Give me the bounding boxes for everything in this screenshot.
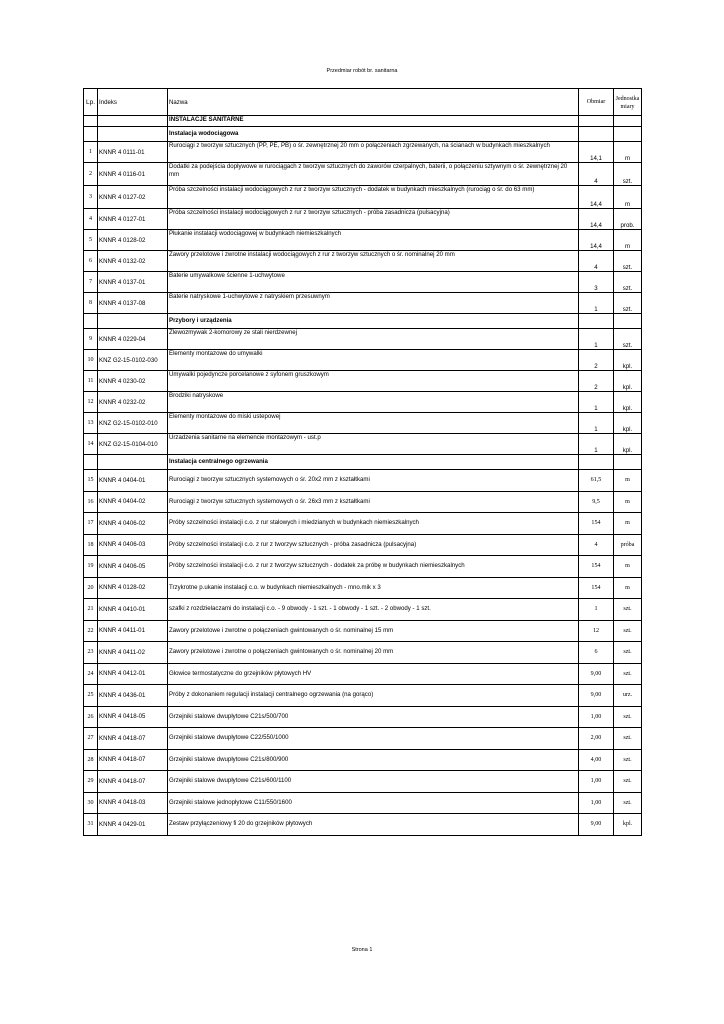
row-quantity: 61,5: [579, 470, 614, 492]
row-index: KNNR 4 0418-07: [98, 749, 168, 771]
row-lp: 31: [84, 814, 98, 836]
row-lp: 5: [84, 230, 98, 251]
row-name: Umywalki pojedyncze porcelanowe z syfonem gruszkowym: [168, 371, 579, 392]
row-index: KNNR 4 0137-01: [98, 272, 168, 293]
group-title: Przybory i urządzenia: [168, 314, 579, 329]
row-index: KNNR 4 0127-01: [98, 209, 168, 230]
table-row: [84, 272, 642, 293]
row-lp: 16: [84, 491, 98, 513]
row-quantity: 14,1: [579, 142, 614, 163]
table-row: [84, 556, 642, 578]
row-lp: 23: [84, 642, 98, 664]
row-name: Rurociągi z tworzyw sztucznych (PP, PE, PB) o śr. zewnętrznej 20 mm o połączeniach zgrzewanych, na ścianach w budynkach mieszkalnych: [168, 142, 579, 163]
table-row: [84, 792, 642, 814]
row-quantity: 9,00: [579, 814, 614, 836]
row-lp: 15: [84, 470, 98, 492]
row-unit: kpl.: [614, 392, 642, 413]
row-lp: 9: [84, 329, 98, 350]
row-name: Próba szczelności instalacji wodociągowych z rur z tworzyw sztucznych - dodatek w budynkach mieszkalnych (rurociąg o śr. do 63 mm): [168, 186, 579, 209]
row-quantity: 4: [579, 251, 614, 272]
row-quantity: 1,00: [579, 792, 614, 814]
row-lp: 30: [84, 792, 98, 814]
row-index: KNNR 4 0429-01: [98, 814, 168, 836]
row-quantity: 154: [579, 513, 614, 535]
row-index: KNNR 4 0412-01: [98, 663, 168, 685]
group-header-row: [84, 455, 642, 470]
row-lp: 14: [84, 434, 98, 455]
row-name: Zestaw przyłączeniowy fi 20 do grzejników płytowych: [168, 814, 579, 836]
row-quantity: 9,5: [579, 491, 614, 513]
row-lp: 17: [84, 513, 98, 535]
row-index: KNZ G2-15-0104-010: [98, 434, 168, 455]
row-unit: szt.: [614, 642, 642, 664]
row-name: Zawory przelotowe i zwrotne o połączeniach gwintowanych o śr. nominalnej 15 mm: [168, 620, 579, 642]
row-quantity: 1,00: [579, 706, 614, 728]
row-unit: m: [614, 556, 642, 578]
row-unit: szt.: [614, 293, 642, 314]
row-quantity: 1: [579, 329, 614, 350]
table-row: [84, 350, 642, 371]
row-lp: 12: [84, 392, 98, 413]
table-row: [84, 251, 642, 272]
table-row: [84, 599, 642, 621]
table-row: [84, 620, 642, 642]
row-lp: 27: [84, 728, 98, 750]
row-unit: szt.: [614, 663, 642, 685]
table-row: [84, 577, 642, 599]
row-name: Próba szczelności instalacji wodociągowych z rur z tworzyw sztucznych - próba zasadnicza (pulsacyjna): [168, 209, 579, 230]
header-lp: Lp.: [84, 89, 98, 116]
row-quantity: 1: [579, 599, 614, 621]
row-unit: próba: [614, 534, 642, 556]
row-name: Rurociągi z tworzyw sztucznych systemowych o śr. 26x3 mm z kształtkami: [168, 491, 579, 513]
row-unit: szt.: [614, 728, 642, 750]
group-title: Instalacja centralnego ogrzewania: [168, 455, 579, 470]
row-name: Rurociągi z tworzyw sztucznych systemowych o śr. 20x2 mm z kształtkami: [168, 470, 579, 492]
row-unit: szt.: [614, 272, 642, 293]
row-name: Zlewozmywak 2-komorowy ze stali nierdzewnej: [168, 329, 579, 350]
header-quantity: Obmiar: [579, 89, 614, 116]
row-index: KNNR 4 0232-02: [98, 392, 168, 413]
row-quantity: 4: [579, 163, 614, 186]
row-index: KNNR 4 0418-07: [98, 771, 168, 793]
row-index: KNNR 4 0406-05: [98, 556, 168, 578]
row-quantity: 1,00: [579, 771, 614, 793]
row-lp: 24: [84, 663, 98, 685]
row-name: Brodziki natryskowe: [168, 392, 579, 413]
table-row: [84, 434, 642, 455]
row-unit: kpl.: [614, 371, 642, 392]
table-row: [84, 534, 642, 556]
row-quantity: 2: [579, 350, 614, 371]
row-quantity: 1: [579, 392, 614, 413]
row-name: Elementy montazowe do miski ustepowej: [168, 413, 579, 434]
row-quantity: 154: [579, 577, 614, 599]
row-index: KNNR 4 0404-02: [98, 491, 168, 513]
page-number: Strona 1: [351, 947, 373, 953]
row-unit: kpl.: [614, 814, 642, 836]
row-index: KNNR 4 0137-08: [98, 293, 168, 314]
table-row: [84, 230, 642, 251]
row-lp: 22: [84, 620, 98, 642]
row-name: Próby szczelności instalacji c.o. z rur z tworzyw sztucznych - dodatek za próbę w budynkach niemieszkalnych: [168, 556, 579, 578]
row-index: KNNR 4 0128-02: [98, 230, 168, 251]
row-quantity: 14,4: [579, 186, 614, 209]
row-index: KNNR 4 0418-07: [98, 728, 168, 750]
table-row: [84, 392, 642, 413]
row-quantity: 4: [579, 534, 614, 556]
row-index: KNNR 4 0229-04: [98, 329, 168, 350]
row-name: Urzadzenia sanitarne na elemencie montazowym - ust.p: [168, 434, 579, 455]
row-lp: 8: [84, 293, 98, 314]
row-name: szafki z rozdzielaczami do instalacji c.o. - 9 obwody - 1 szt. - 1 obwody - 1 szt. - 2 obwody - 1 szt.: [168, 599, 579, 621]
row-lp: 29: [84, 771, 98, 793]
row-index: KNNR 4 0418-03: [98, 792, 168, 814]
row-unit: m: [614, 142, 642, 163]
table-row: [84, 163, 642, 186]
row-unit: szt.: [614, 163, 642, 186]
row-unit: m: [614, 491, 642, 513]
row-quantity: 1: [579, 434, 614, 455]
row-lp: 4: [84, 209, 98, 230]
row-lp: 20: [84, 577, 98, 599]
row-name: Próby szczelności instalacji c.o. z rur stalowych i miedzianych w budynkach niemieszkalnych: [168, 513, 579, 535]
row-name: Grzejniki stalowe dwupłytowe C22/550/1000: [168, 728, 579, 750]
row-unit: urz.: [614, 685, 642, 707]
row-index: KNNR 4 0418-05: [98, 706, 168, 728]
row-name: Baterie natryskowe 1-uchwytowe z natryskiem przesuwnym: [168, 293, 579, 314]
row-quantity: 14,4: [579, 230, 614, 251]
row-name: Głowice termostatyczne do grzejników płytowych HV: [168, 663, 579, 685]
table-row: [84, 749, 642, 771]
row-lp: 6: [84, 251, 98, 272]
row-index: KNNR 4 0406-02: [98, 513, 168, 535]
row-name: Płukanie instalacji wodociągowej w budynkach niemieszkalnych: [168, 230, 579, 251]
row-unit: szt.: [614, 706, 642, 728]
row-lp: 11: [84, 371, 98, 392]
table-row: [84, 470, 642, 492]
section-row: [84, 116, 642, 127]
row-lp: 7: [84, 272, 98, 293]
row-quantity: 12: [579, 620, 614, 642]
header-index: Indeks: [98, 89, 168, 116]
table-row: [84, 771, 642, 793]
row-index: KNZ G2-15-0102-010: [98, 413, 168, 434]
table-row: [84, 513, 642, 535]
row-name: Baterie umywalkowe ścienne 1-uchwytowe: [168, 272, 579, 293]
row-unit: kpl.: [614, 350, 642, 371]
row-unit: szt.: [614, 251, 642, 272]
row-name: Grzejniki stalowe dwupłytowe C21s/500/700: [168, 706, 579, 728]
table-row: [84, 186, 642, 209]
row-index: KNZ G2-15-0102-030: [98, 350, 168, 371]
section-title: INSTALACJE SANITARNE: [168, 116, 579, 127]
table-row: [84, 371, 642, 392]
row-quantity: 4,00: [579, 749, 614, 771]
table-body: [84, 116, 642, 836]
row-lp: 1: [84, 142, 98, 163]
row-unit: m: [614, 186, 642, 209]
row-name: Elementy montazowe do umywalki: [168, 350, 579, 371]
row-index: KNNR 4 0111-01: [98, 142, 168, 163]
row-quantity: 14,4: [579, 209, 614, 230]
row-index: KNNR 4 0132-02: [98, 251, 168, 272]
row-unit: szt.: [614, 749, 642, 771]
row-lp: 28: [84, 749, 98, 771]
row-quantity: 2: [579, 371, 614, 392]
row-unit: m: [614, 513, 642, 535]
row-name: Grzejniki stalowe dwupłytowe C21s/600/1100: [168, 771, 579, 793]
header-unit: Jednostka miary: [614, 89, 642, 116]
table-row: [84, 142, 642, 163]
group-header-row: [84, 314, 642, 329]
table-row: [84, 209, 642, 230]
group-title: Instalacja wodociągowa: [168, 127, 579, 142]
table-row: [84, 728, 642, 750]
table-row: [84, 706, 642, 728]
row-quantity: 154: [579, 556, 614, 578]
table-row: [84, 663, 642, 685]
row-unit: szt.: [614, 792, 642, 814]
row-index: KNNR 4 0230-02: [98, 371, 168, 392]
row-name: Zawory przelotowe i zwrotne o połączeniach gwintowanych o śr. nominalnej 20 mm: [168, 642, 579, 664]
row-unit: m: [614, 577, 642, 599]
row-index: KNNR 4 0411-01: [98, 620, 168, 642]
row-name: Zawory przelotowe i zwrotne instalacji wodociągowych z rur z tworzyw sztucznych o śr. nominalnej 20 mm: [168, 251, 579, 272]
row-lp: 26: [84, 706, 98, 728]
row-unit: kpl.: [614, 434, 642, 455]
table-row: [84, 293, 642, 314]
row-unit: kpl.: [614, 413, 642, 434]
bill-of-quantities-table: [83, 88, 642, 836]
table-row: [84, 491, 642, 513]
row-unit: szt.: [614, 771, 642, 793]
row-index: KNNR 4 0410-01: [98, 599, 168, 621]
row-lp: 2: [84, 163, 98, 186]
row-quantity: 9,00: [579, 663, 614, 685]
table-header-row: [84, 89, 642, 116]
table-row: [84, 413, 642, 434]
row-index: KNNR 4 0127-02: [98, 186, 168, 209]
row-index: KNNR 4 0128-02: [98, 577, 168, 599]
row-name: Trzykrotne p.ukanie instalacji c.o. w budynkach niemieszkalnych - mno.mik x 3: [168, 577, 579, 599]
table-row: [84, 329, 642, 350]
row-quantity: 2,00: [579, 728, 614, 750]
table-row: [84, 642, 642, 664]
row-name: Grzejniki stalowe jednopłytowe C11/550/1600: [168, 792, 579, 814]
row-unit: m: [614, 230, 642, 251]
row-unit: szt.: [614, 599, 642, 621]
row-name: Próby z dokonaniem regulacji instalacji centralnego ogrzewania (na gorąco): [168, 685, 579, 707]
row-quantity: 3: [579, 272, 614, 293]
row-quantity: 1: [579, 413, 614, 434]
group-header-row: [84, 127, 642, 142]
row-unit: prob.: [614, 209, 642, 230]
row-lp: 25: [84, 685, 98, 707]
table-row: [84, 814, 642, 836]
row-lp: 3: [84, 186, 98, 209]
row-index: KNNR 4 0436-01: [98, 685, 168, 707]
row-unit: m: [614, 470, 642, 492]
row-quantity: 9,00: [579, 685, 614, 707]
row-name: Dodatki za podejścia dopływowe w rurociągach z tworzyw sztucznych do zaworów czerpalnych, baterii, o połączeniu sztywnym o śr. zewnętrznej 20 mm: [168, 163, 579, 186]
row-name: Próby szczelności instalacji c.o. z rur z tworzyw sztucznych - próba zasadnicza (pulsacyjna): [168, 534, 579, 556]
table-row: [84, 685, 642, 707]
document-title: Przedmiar robót br. sanitarna: [326, 68, 398, 74]
row-unit: szt.: [614, 329, 642, 350]
row-index: KNNR 4 0406-03: [98, 534, 168, 556]
row-unit: szt.: [614, 620, 642, 642]
row-quantity: 1: [579, 293, 614, 314]
row-lp: 10: [84, 350, 98, 371]
row-lp: 21: [84, 599, 98, 621]
row-lp: 19: [84, 556, 98, 578]
row-index: KNNR 4 0116-01: [98, 163, 168, 186]
row-quantity: 6: [579, 642, 614, 664]
header-name: Nazwa: [168, 89, 579, 116]
row-index: KNNR 4 0404-01: [98, 470, 168, 492]
row-lp: 13: [84, 413, 98, 434]
row-index: KNNR 4 0411-02: [98, 642, 168, 664]
row-lp: 18: [84, 534, 98, 556]
row-name: Grzejniki stalowe dwupłytowe C21s/800/900: [168, 749, 579, 771]
